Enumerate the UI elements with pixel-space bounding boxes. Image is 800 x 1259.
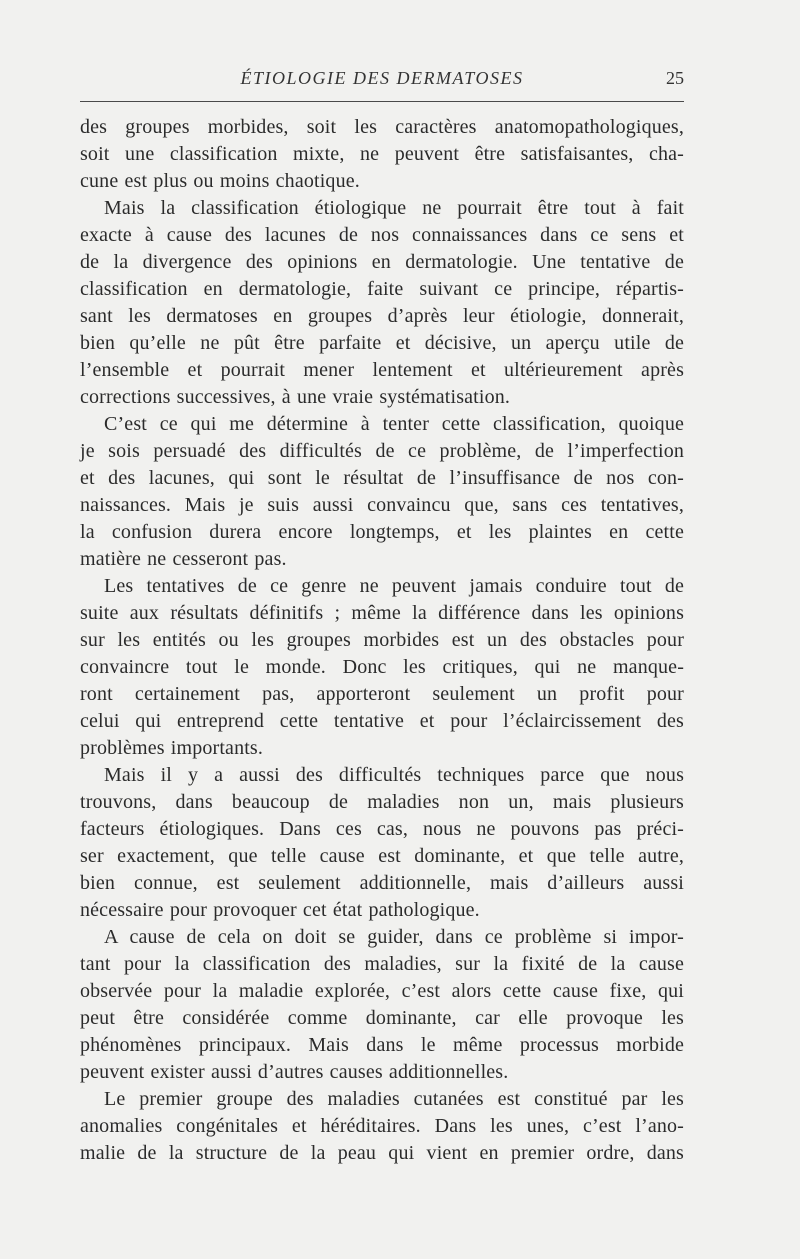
text-line: tant pour la classification des maladies, sur la fixité de la cause: [80, 953, 684, 975]
text-line: classification en dermatologie, faite suivant ce principe, répartis-: [80, 278, 684, 300]
header-rule: [80, 101, 684, 102]
text-line: naissances. Mais je suis aussi convaincu que, sans ces tentatives,: [80, 494, 684, 516]
text-line: sur les entités ou les groupes morbides est un des obstacles pour: [80, 629, 684, 651]
running-title: ÉTIOLOGIE DES DERMATOSES: [240, 68, 524, 88]
paragraph: [80, 762, 684, 924]
text-line: de la divergence des opinions en dermatologie. Une tentative de: [80, 251, 684, 273]
text-line: peut être considérée comme dominante, car elle provoque les: [80, 1007, 684, 1029]
page-number: 25: [666, 68, 684, 88]
text-line: bien qu’elle ne pût être parfaite et décisive, un aperçu utile de: [80, 332, 684, 354]
text-line: cune est plus ou moins chaotique.: [80, 170, 360, 192]
text-line: Les tentatives de ce genre ne peuvent jamais conduire tout de: [104, 575, 684, 597]
text-line: la confusion durera encore longtemps, et les plaintes en cette: [80, 521, 684, 543]
paragraph: [80, 573, 684, 762]
text-line: Le premier groupe des maladies cutanées est constitué par les: [104, 1088, 684, 1110]
text-line: l’ensemble et pourrait mener lentement et ultérieurement après: [80, 359, 684, 381]
text-line: peuvent exister aussi d’autres causes additionnelles.: [80, 1061, 509, 1083]
text-line: matière ne cesseront pas.: [80, 548, 287, 570]
text-line: Mais la classification étiologique ne pourrait être tout à fait: [104, 197, 684, 219]
text-line: suite aux résultats définitifs ; même la différence dans les opinions: [80, 602, 684, 624]
page-header: [80, 68, 684, 94]
text-line: exacte à cause des lacunes de nos connaissances dans ce sens et: [80, 224, 684, 246]
text-line: ront certainement pas, apporteront seulement un profit pour: [80, 683, 684, 705]
text-line: sant les dermatoses en groupes d’après leur étiologie, donnerait,: [80, 305, 684, 327]
text-line: anomalies congénitales et héréditaires. Dans les unes, c’est l’ano-: [80, 1115, 684, 1137]
text-line: malie de la structure de la peau qui vient en premier ordre, dans: [80, 1142, 684, 1164]
text-line: corrections successives, à une vraie systématisation.: [80, 386, 511, 408]
paragraph: [80, 1086, 684, 1167]
paragraph: [80, 195, 684, 411]
text-line: des groupes morbides, soit les caractères anatomopathologiques,: [80, 116, 684, 138]
text-line: et des lacunes, qui sont le résultat de l’insuffisance de nos con-: [80, 467, 684, 489]
text-line: problèmes importants.: [80, 737, 264, 759]
body-text: [80, 114, 684, 1167]
text-line: phénomènes principaux. Mais dans le même processus morbide: [80, 1034, 684, 1056]
text-line: celui qui entreprend cette tentative et pour l’éclaircissement des: [80, 710, 684, 732]
text-line: facteurs étiologiques. Dans ces cas, nous ne pouvons pas préci-: [80, 818, 684, 840]
text-line: trouvons, dans beaucoup de maladies non un, mais plusieurs: [80, 791, 684, 813]
text-line: nécessaire pour provoquer cet état pathologique.: [80, 899, 480, 921]
text-line: C’est ce qui me détermine à tenter cette classification, quoique: [104, 413, 684, 435]
text-line: ser exactement, que telle cause est dominante, et que telle autre,: [80, 845, 684, 867]
paragraph: [80, 924, 684, 1086]
paragraph: [80, 114, 684, 195]
text-line: bien connue, est seulement additionnelle, mais d’ailleurs aussi: [80, 872, 684, 894]
text-line: A cause de cela on doit se guider, dans ce problème si impor-: [104, 926, 684, 948]
text-line: observée pour la maladie explorée, c’est alors cette cause fixe, qui: [80, 980, 684, 1002]
text-line: je sois persuadé des difficultés de ce problème, de l’imperfection: [80, 440, 684, 462]
text-line: soit une classification mixte, ne peuvent être satisfaisantes, cha-: [80, 143, 684, 165]
text-line: Mais il y a aussi des difficultés techniques parce que nous: [104, 764, 684, 786]
paragraph: [80, 411, 684, 573]
text-line: convaincre tout le monde. Donc les critiques, qui ne manque-: [80, 656, 684, 678]
